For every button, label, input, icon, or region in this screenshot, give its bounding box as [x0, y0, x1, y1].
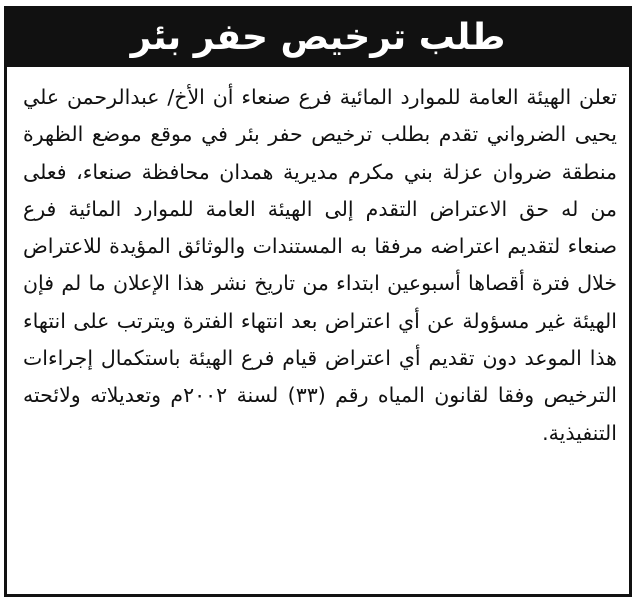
notice-title: طلب ترخيص حفر بئر — [7, 9, 629, 67]
notice-frame — [4, 6, 632, 597]
notice-body: تعلن الهيئة العامة للموارد المائية فرع صنعاء أن الأخ/ عبدالرحمن علي يحيى الضرواني تقدم بطلب ترخيص حفر بئر في موقع موضع الظهرة منطقة ضروان عزلة بني مكرم مديرية همدان محافظة صنعاء، فعلى من له حق الاعتراض التقدم إلى الهيئة العامة للموارد المائية فرع صنعاء لتقديم اعتراضه مرفقا به المستندات والوثائق المؤيدة للاعتراض خلال فترة أقصاها أسبوعين ابتداء من تاريخ نشر هذا الإعلان ما لم فإن الهيئة غير مسؤولة عن أي اعتراض بعد انتهاء الفترة ويترتب على انتهاء هذا الموعد دون تقديم أي اعتراض قيام فرع الهيئة باستكمال إجراءات الترخيص وفقا لقانون المياه رقم (٣٣) لسنة ٢٠٠٢م وتعديلاته ولائحته التنفيذية. — [23, 85, 617, 445]
